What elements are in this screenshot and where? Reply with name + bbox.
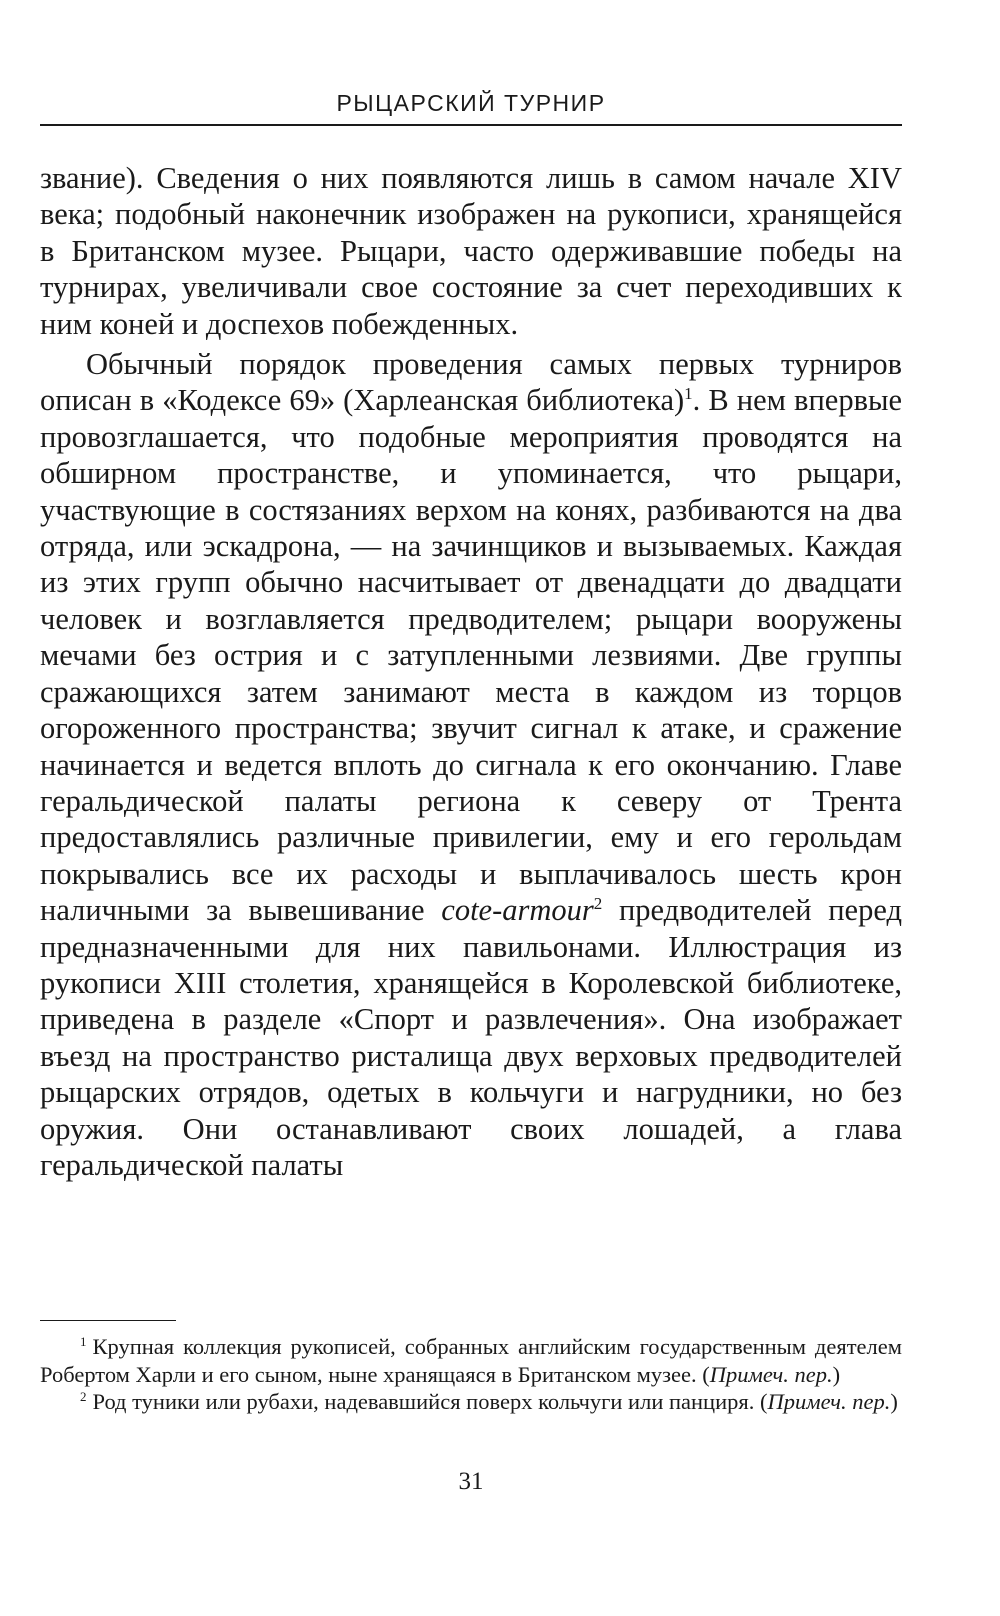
main-text — [40, 160, 902, 1183]
paragraph-1: звание). Сведения о них появляются лишь в самом начале XIV века; подобный наконечник изображен на рукописи, хранящейся в Британском музее. Рыцари, часто одерживавшие победы на турнирах, увеличивали свое состояние за счет переходивших к ним коней и доспехов побежденных. — [40, 161, 902, 341]
paragraph-2-part-a: Обычный порядок проведения самых первых турниров описан в «Кодексе 69» (Харлеанская библиотека) — [40, 347, 902, 418]
footnote-2 — [40, 1388, 902, 1416]
footnotes — [40, 1333, 902, 1416]
footnote-ref-1: 1 — [684, 384, 693, 404]
footnote-ref-2: 2 — [593, 893, 603, 913]
italic-term: cote-armour — [441, 893, 594, 928]
page-number: 31 — [458, 1468, 484, 1495]
footnote-translator-note: Примеч. пер. — [709, 1361, 833, 1387]
footnote-divider — [40, 1320, 176, 1321]
footnote-translator-note: Примеч. пер. — [767, 1389, 891, 1414]
paragraph-2-part-c: предводителей перед предназначенными для них павильонами. Иллюстрация из рукописи XIII столетия, хранящейся в Королевской библиотеке, приведена в разделе «Спорт и развлечения». Она изображает въезд на пространство ристалища двух верховых предводителей рыцарских отрядов, одетых в кольчуги и нагрудники, но без оружия. Они останавливают своих лошадей, а глава геральдической палаты — [40, 893, 903, 1182]
footnote-1 — [40, 1333, 902, 1388]
paragraph-2 — [40, 346, 902, 1183]
footnote-number: 2 — [80, 1388, 87, 1404]
footnote-close: ) — [832, 1361, 841, 1387]
footnote-number: 1 — [80, 1333, 87, 1349]
footnote-text: Род туники или рубахи, надевавшийся поверх кольчуги или панциря. ( — [92, 1389, 768, 1414]
running-title: РЫЦАРСКИЙ ТУРНИР — [336, 90, 606, 116]
paragraph-2-part-b: . В нем впервые провозглашается, что подобные мероприятия проводятся на обширном пространстве, и упоминается, что рыцари, участвующие в состязаниях верхом на конях, разбиваются на два отряда, или эскадрона, — на зачинщиков и вызываемых. Каждая из этих групп обычно насчитывает от двенадцати до двадцати человек и возглавляется предводителем; рыцари вооружены мечами без острия и с затупленными лезвиями. Две группы сражающихся затем занимают места в каждом из торцов огороженного пространства; звучит сигнал к атаке, и сражение начинается и ведется вплоть до сигнала к его окончанию. Главе геральдической палаты региона к северу от Трента предоставлялись различные привилегии, ему и его герольдам покрывались все их расходы и выплачивалось шесть крон наличными за вывешивание — [40, 383, 902, 928]
footnote-close: ) — [890, 1389, 898, 1414]
header-divider — [40, 124, 902, 126]
footnote-text: Крупная коллекция рукописей, собранных английским государственным деятелем Робертом Харли и его сыном, ныне хранящаяся в Британском музее. ( — [40, 1334, 902, 1387]
